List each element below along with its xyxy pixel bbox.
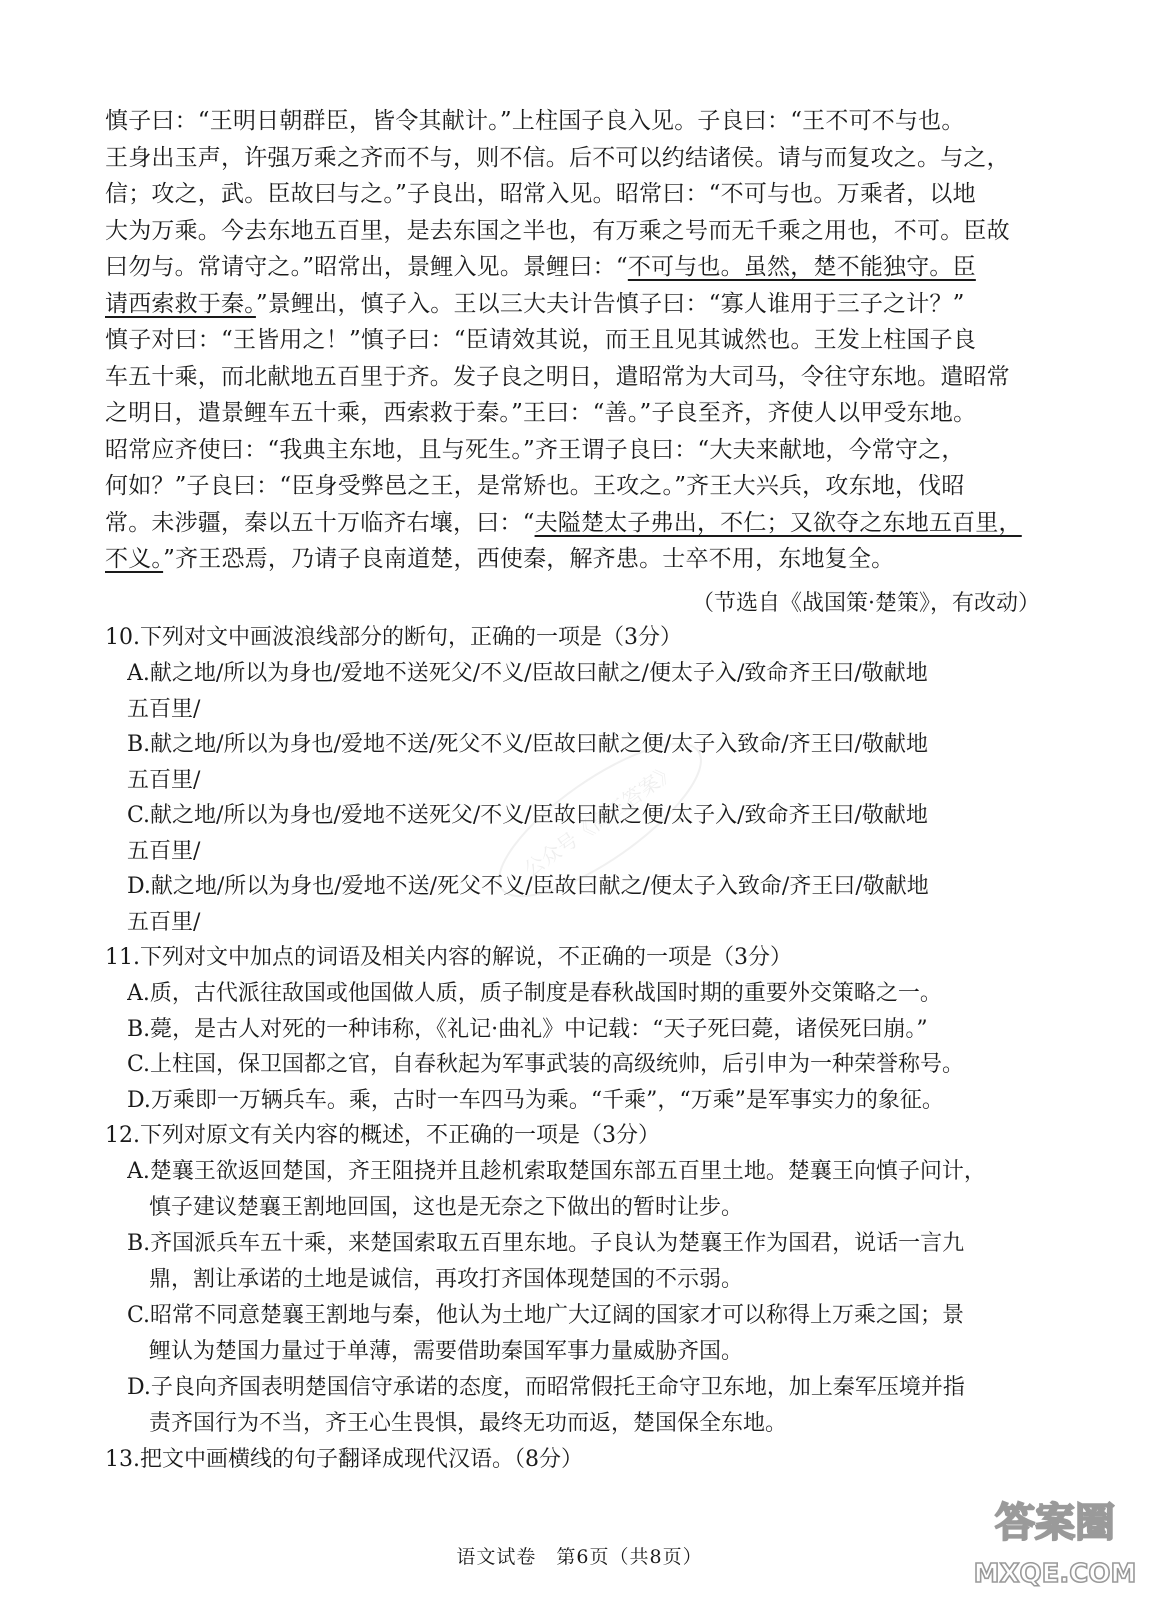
passage-text: 慎子曰：“王明日朝群臣，皆令其献计。”上柱国子良入见。子良曰：“王不可不与也。 bbox=[105, 108, 965, 134]
option-text-continued: 责齐国行为不当，齐王心生畏惧，最终无功而返，楚国保全东地。 bbox=[149, 1411, 788, 1436]
passage-line bbox=[105, 359, 1040, 396]
answer-option bbox=[105, 1047, 1045, 1083]
question bbox=[105, 1118, 1045, 1442]
option-text: B.齐国派兵车五十乘，来楚国索取五百里东地。子良认为楚襄王作为国君，说话一言九 bbox=[127, 1231, 965, 1256]
answer-option bbox=[105, 976, 1045, 1012]
underlined-sentence: 请西索救于秦。 bbox=[105, 290, 256, 317]
question-stem: 12.下列对原文有关内容的概述，不正确的一项是（3分） bbox=[105, 1123, 660, 1148]
option-text-continued: 鼎，割让承诺的土地是诚信，再攻打齐国体现楚国的不示弱。 bbox=[149, 1267, 744, 1292]
passage-line bbox=[105, 322, 1040, 359]
option-text: D.万乘即一万辆兵车。乘，古时一车四马为乘。“千乘”，“万乘”是军事实力的象征。 bbox=[127, 1087, 944, 1113]
underlined-sentence: 夫隘楚太子弗出，不仁；又欲夺之东地五百里， bbox=[534, 509, 1022, 536]
option-text-continued: 鲤认为楚国力量过于单薄，需要借助秦国军事力量威胁齐国。 bbox=[149, 1339, 744, 1364]
option-text-continued: 五百里/ bbox=[127, 838, 201, 864]
passage-line bbox=[105, 213, 1040, 250]
passage-line bbox=[105, 249, 1040, 286]
option-text-continued: 五百里/ bbox=[127, 909, 201, 935]
passage-line bbox=[105, 395, 1040, 432]
option-text: B.薨，是古人对死的一种讳称，《礼记·曲礼》中记载：“天子死曰薨，诸侯死曰崩。” bbox=[127, 1016, 928, 1042]
passage-line bbox=[105, 541, 1040, 578]
question-stem: 10.下列对文中画波浪线部分的断句，正确的一项是（3分） bbox=[105, 625, 682, 650]
passage-text: 信；攻之，武。臣故曰与之。”子良出，昭常入见。昭常曰：“不可与也。万乘者，以地 bbox=[105, 181, 976, 207]
underlined-sentence: 不可与也。虽然，楚不能独守。臣 bbox=[627, 254, 976, 280]
answer-circle-logo bbox=[960, 1484, 1150, 1594]
question-stem: 13.把文中画横线的句子翻译成现代汉语。（8分） bbox=[105, 1447, 583, 1472]
center-watermark bbox=[440, 700, 760, 940]
question bbox=[105, 1442, 1045, 1478]
passage-text: 昭常应齐使曰：“我典主东地，且与死生。”齐王谓子良曰：“大夫来献地，今常守之， bbox=[105, 436, 965, 463]
passage-line bbox=[105, 468, 1040, 505]
passage-text: 何如？”子良曰：“臣身受弊邑之王，是常矫也。王攻之。”齐王大兴兵，攻东地，伐昭 bbox=[105, 473, 965, 499]
option-text: C.上柱国，保卫国都之官，自春秋起为军事武装的高级统帅，后引申为一种荣誉称号。 bbox=[127, 1052, 965, 1077]
logo-url: MXQE.COM bbox=[973, 1559, 1137, 1589]
passage-source: （节选自《战国策·楚策》，有改动） bbox=[692, 591, 1040, 616]
passage-line bbox=[105, 505, 1040, 542]
passage-line bbox=[105, 103, 1040, 140]
passage-line bbox=[105, 286, 1040, 323]
option-text-continued: 五百里/ bbox=[127, 767, 201, 793]
classical-passage bbox=[105, 103, 1040, 616]
center-watermark-text: 公众号《高三答案》 bbox=[519, 758, 681, 882]
option-text: D.献之地/所以为身也/爱地不送/死父不义/臣故曰献之/便太子入致命/齐王曰/敬献地 bbox=[127, 874, 929, 899]
question bbox=[105, 940, 1045, 1118]
option-text-continued: 五百里/ bbox=[127, 696, 201, 722]
option-text: A.楚襄王欲返回楚国，齐王阻挠并且趁机索取楚国东部五百里土地。楚襄王向慎子问计， bbox=[127, 1159, 986, 1184]
passage-text: 慎子对曰：“王皆用之！”慎子曰：“臣请效其说，而王且见其诚然也。王发上柱国子良 bbox=[105, 327, 977, 353]
option-text: C.昭常不同意楚襄王割地与秦，他认为土地广大辽阔的国家才可以称得上万乘之国；景 bbox=[127, 1303, 965, 1328]
logo-text: 答案圈 bbox=[995, 1500, 1115, 1546]
passage-text: 车五十乘，而北献地五百里于齐。发子良之明日，遣昭常为大司马，令往守东地。遣昭常 bbox=[105, 363, 1010, 390]
passage-text: ”景鲤出，慎子入。王以三大夫计告慎子曰：“寡人谁用于三子之计？” bbox=[255, 290, 965, 317]
option-text-continued: 慎子建议楚襄王割地回国，这也是无奈之下做出的暂时让步。 bbox=[149, 1195, 744, 1220]
answer-option bbox=[105, 1298, 1045, 1370]
passage-text: 常。未涉疆，秦以五十万临齐右壤，曰：“ bbox=[105, 509, 535, 536]
option-text: A.质，古代派往敌国或他国做人质，质子制度是春秋战国时期的重要外交策略之一。 bbox=[127, 981, 942, 1006]
answer-option bbox=[105, 1370, 1045, 1442]
passage-line bbox=[105, 432, 1040, 469]
answer-option bbox=[105, 1083, 1045, 1119]
passage-lines bbox=[105, 103, 1040, 578]
answer-option bbox=[105, 1154, 1045, 1226]
option-text: D.子良向齐国表明楚国信守承诺的态度，而昭常假托王命守卫东地，加上秦军压境并指 bbox=[127, 1375, 965, 1400]
answer-option bbox=[105, 1226, 1045, 1298]
page-footer: 语文试卷 第6页（共8页） bbox=[456, 1546, 703, 1568]
answer-option bbox=[105, 1012, 1045, 1048]
underlined-sentence: 不义。 bbox=[105, 546, 164, 572]
option-text: B.献之地/所以为身也/爱地不送/死父不义/臣故曰献之便/太子入致命/齐王曰/敬献地 bbox=[127, 732, 929, 757]
option-text: C.献之地/所以为身也/爱地不送死父/不义/臣故曰献之便/太子入/致命齐王曰/敬献地 bbox=[127, 803, 928, 828]
passage-line bbox=[105, 140, 1040, 177]
passage-text: 大为万乘。今去东地五百里，是去东国之半也，有万乘之号而无千乘之用也，不可。臣故 bbox=[105, 217, 1010, 244]
passage-text: ”齐王恐焉，乃请子良南道楚，西使秦，解齐患。士卒不用，东地复全。 bbox=[163, 546, 895, 572]
passage-text: 曰勿与。常请守之。”昭常出，景鲤入见。景鲤曰：“ bbox=[105, 254, 628, 280]
passage-line bbox=[105, 176, 1040, 213]
question-stem: 11.下列对文中加点的词语及相关内容的解说，不正确的一项是（3分） bbox=[105, 945, 792, 970]
passage-text: 之明日，遣景鲤车五十乘，西索救于秦。”王曰：“善。”子良至齐，齐使人以甲受东地。 bbox=[105, 400, 977, 426]
option-text: A.献之地/所以为身也/爱地不送死父/不义/臣故曰献之/便太子入/致命齐王曰/敬献地 bbox=[127, 661, 928, 686]
passage-text: 王身出玉声，许强万乘之齐而不与，则不信。后不可以约结诸侯。请与而复攻之。与之， bbox=[105, 144, 1010, 171]
